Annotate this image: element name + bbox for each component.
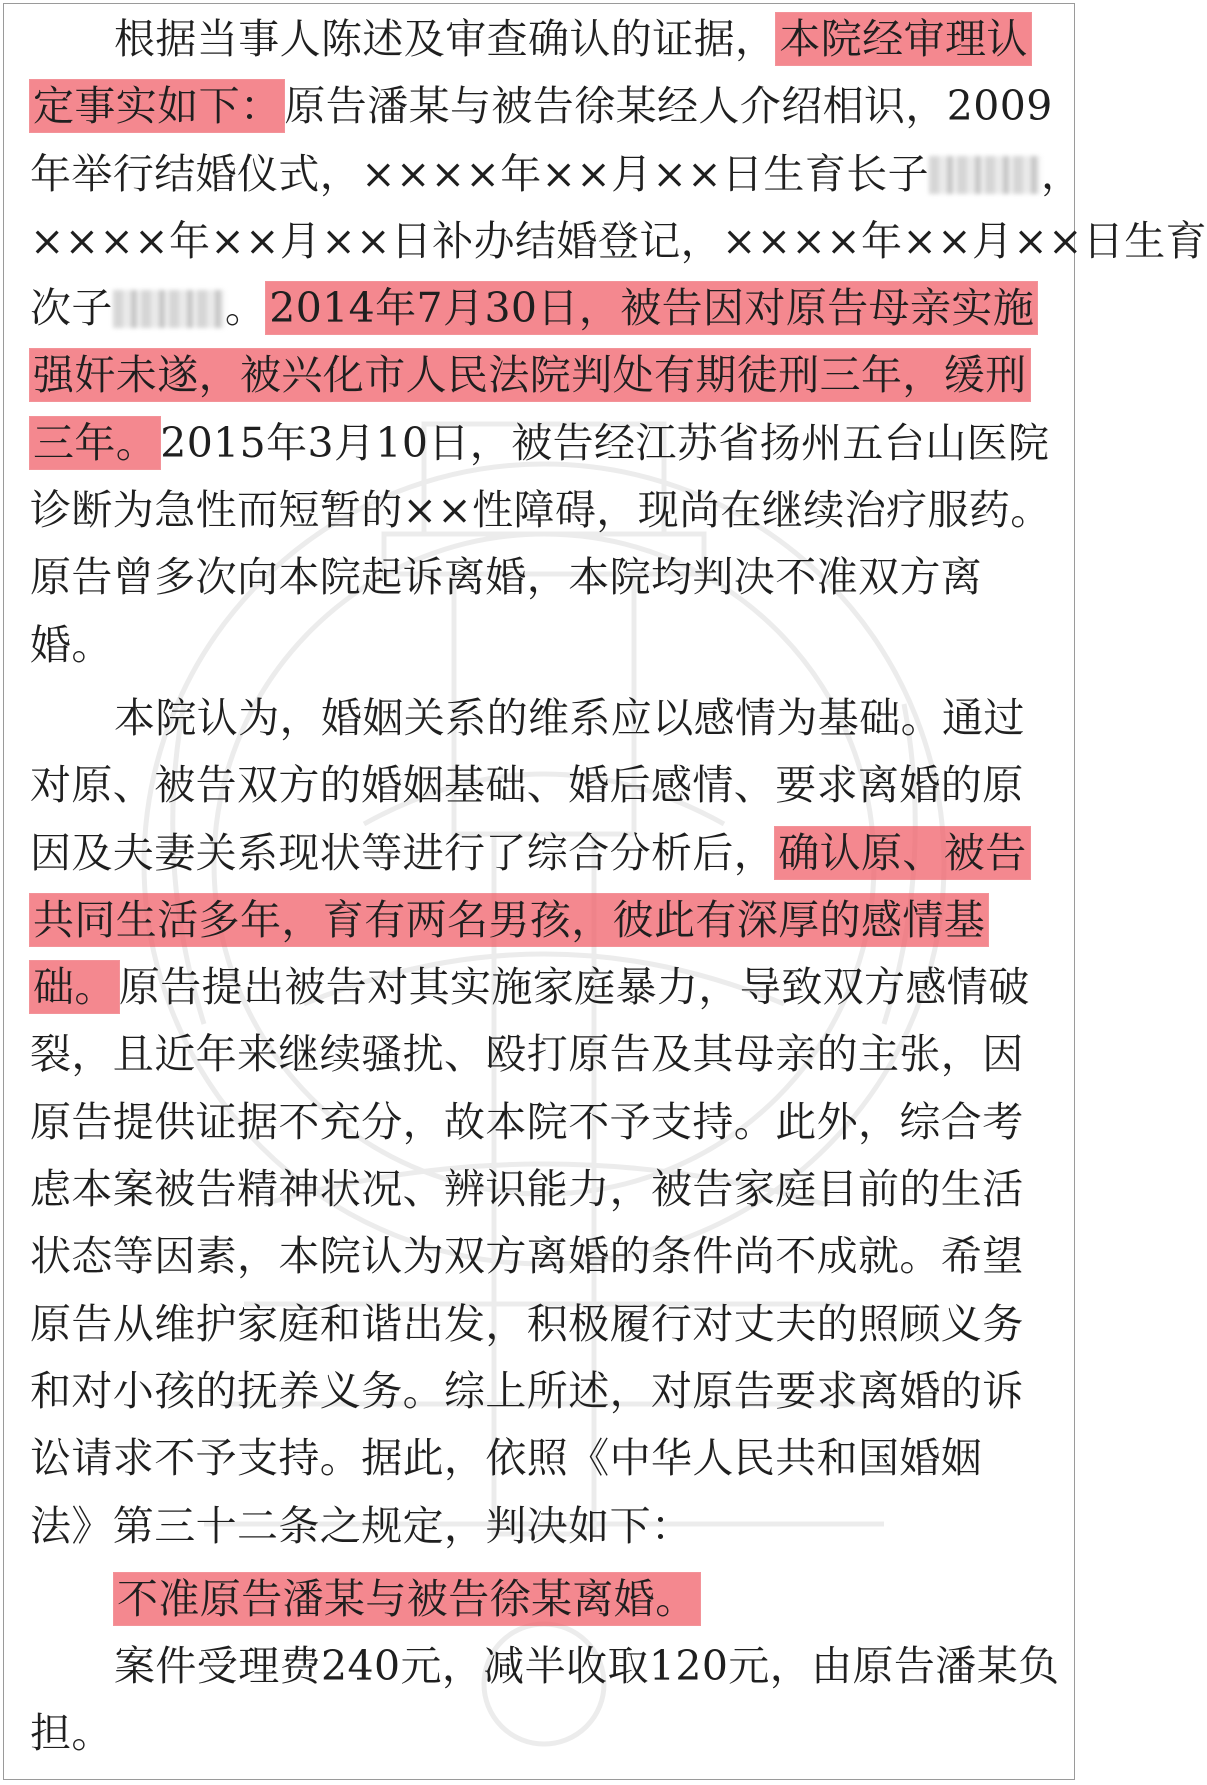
text-span: 案件受理费240元，减半收取120元，由原告潘某负	[114, 1642, 1060, 1691]
text-line	[30, 1089, 1056, 1156]
text-span: 担。	[30, 1709, 113, 1758]
text-line	[30, 752, 1056, 819]
text-line	[30, 1021, 1056, 1088]
text-line	[30, 820, 1056, 887]
text-line	[30, 477, 1056, 544]
highlighted-text: 定事实如下：	[30, 80, 284, 132]
highlighted-text: 2014年7月30日，被告因对原告母亲实施	[266, 282, 1037, 334]
text-span: 次子	[30, 284, 113, 333]
text-span: 原告提供证据不充分，故本院不予支持。此外，综合考	[30, 1097, 1024, 1146]
text-span: 状态等因素，本院认为双方离婚的条件尚不成就。希望	[30, 1232, 1024, 1281]
text-span: 和对小孩的抚养义务。综上所述，对原告要求离婚的诉	[30, 1366, 1024, 1415]
text-line	[30, 1633, 1060, 1700]
text-line	[30, 1358, 1056, 1425]
verdict-line	[30, 1566, 1056, 1633]
text-span: 根据当事人陈述及审查确认的证据，	[114, 15, 777, 63]
text-line	[30, 275, 1056, 342]
highlighted-text: 三年。	[30, 417, 160, 469]
text-line	[30, 410, 1056, 477]
text-span: 虑本案被告精神状况、辨识能力，被告家庭目前的生活	[30, 1165, 1024, 1214]
text-line	[30, 612, 1056, 679]
text-span: 诊断为急性而短暂的××性障碍，现尚在继续治疗服药。	[30, 486, 1052, 535]
text-line	[30, 887, 1056, 954]
highlighted-text: 本院经审理认	[776, 13, 1030, 65]
text-span: 裂，且近年来继续骚扰、殴打原告及其母亲的主张，因	[30, 1030, 1024, 1079]
text-line	[30, 1291, 1056, 1358]
text-line	[30, 6, 1056, 73]
text-span: 原告从维护家庭和谐出发，积极履行对丈夫的照顾义务	[30, 1299, 1024, 1348]
text-span: 2015年3月10日，被告经江苏省扬州五台山医院	[160, 418, 1050, 467]
text-span: 。	[224, 284, 267, 333]
text-line	[30, 1156, 1056, 1223]
text-span: 年举行结婚仪式，××××年××月××日生育长子	[30, 149, 930, 198]
highlighted-text: 确认原、被告	[775, 827, 1029, 879]
text-line	[30, 544, 1056, 611]
text-span: 本院认为，婚姻关系的维系应以感情为基础。通过	[114, 693, 1025, 742]
judgment-text	[30, 6, 1207, 1768]
text-span: 因及夫妻关系现状等进行了综合分析后，	[30, 828, 776, 877]
document-frame	[3, 3, 1207, 1780]
text-line	[30, 1700, 1056, 1767]
text-span: 婚。	[30, 620, 113, 669]
text-span: ，	[1041, 149, 1083, 198]
highlighted-text: 共同生活多年，育有两名男孩，彼此有深厚的感情基	[30, 894, 988, 946]
text-span: 对原、被告双方的婚姻基础、婚后感情、要求离婚的原	[30, 761, 1024, 810]
verdict-text: 不准原告潘某与被告徐某离婚。	[114, 1573, 700, 1625]
text-span: 法》第三十二条之规定，判决如下：	[30, 1501, 693, 1550]
text-span: ××××年××月××日补办结婚登记，××××年××月××日生育	[30, 216, 1207, 265]
text-span: 讼请求不予支持。据此，依照《中华人民共和国婚姻	[30, 1434, 983, 1483]
highlighted-text: 强奸未遂，被兴化市人民法院判处有期徒刑三年，缓刑	[30, 349, 1030, 401]
text-span: 原告提出被告对其实施家庭暴力，导致双方感情破	[118, 963, 1030, 1012]
redacted-name-blur	[113, 290, 225, 328]
text-line	[30, 342, 1056, 409]
text-span: 原告潘某与被告徐某经人介绍相识，2009	[284, 82, 1053, 131]
text-line	[30, 1493, 1056, 1560]
text-line	[30, 208, 1207, 275]
redacted-name-blur	[929, 156, 1041, 194]
text-line	[30, 954, 1056, 1021]
text-span: 原告曾多次向本院起诉离婚，本院均判决不准双方离	[30, 553, 983, 602]
highlighted-text: 础。	[30, 961, 119, 1013]
text-line	[30, 141, 1083, 208]
text-line	[30, 73, 1056, 140]
text-line	[30, 685, 1056, 752]
text-line	[30, 1223, 1056, 1290]
text-line	[30, 1425, 1056, 1492]
